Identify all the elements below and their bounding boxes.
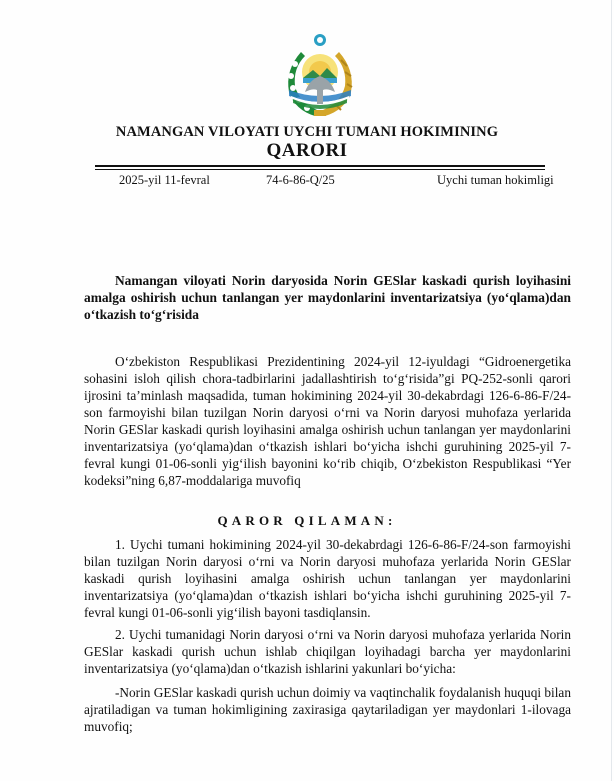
document-subject: [84, 272, 571, 323]
state-emblem-icon: [281, 30, 359, 120]
header-divider-thick: [95, 165, 545, 167]
clause-2: [84, 626, 571, 677]
clause-2-subitem: [84, 684, 571, 735]
decree-heading: QAROR QILAMAN:: [217, 513, 397, 528]
preamble: [84, 353, 571, 489]
document-date: 2025-yil 11-fevral: [119, 173, 210, 187]
document-number: 74-6-86-Q/25: [266, 173, 335, 187]
clause-text: -Norin GESlar kaskadi qurish uchun doimiy va vaqtinchalik foydalanish huquqi bilan ajratiladigan va tuman hokimligining zaxirasiga qaytariladigan yer maydonlari 1-ilovaga muvofiq;: [84, 685, 571, 734]
header-divider-thin: [95, 169, 545, 170]
issuing-authority: Uychi tuman hokimligi: [437, 173, 554, 187]
subject-text: Namangan viloyati Norin daryosida Norin GESlar kaskadi qurish loyihasini amalga oshirish uchun tanlangan yer maydonlarini inventarizatsiya (yo‘qlama)dan o‘tkazish to‘g‘risida: [84, 273, 571, 322]
page-edge: [611, 0, 612, 781]
preamble-text: O‘zbekiston Respublikasi Prezidentining 2024-yil 12-iyuldagi “Gidroenergetika sohasini isloh qilish chora-tadbirlarini jadallashtirish to‘g‘risida”gi PQ-252-sonli qarori ijrosini ta’minlash maqsadida, tuman hokimining 2024-yil 30-dekabrdagi 126-6-86-F/24-son farmoyishi bilan tuzilgan Norin daryosi o‘rni va Norin daryosi muhofaza yerlarida Norin GESlar kaskadi qurish loyihasini amalga oshirish uchun tanlangan yer maydonlarini inventarizatsiya (yo‘qlama)dan o‘tkazish ishlari bo‘yicha ishchi guruhining 2025-yil 7-fevral kungi 01-06-sonli yig‘ilish bayonini ko‘rib chiqib, O‘zbekiston Respublikasi “Yer kodeksi”ning 6,87-moddalariga muvofiq: [84, 354, 571, 488]
document-type-title: QARORI: [266, 140, 348, 161]
clause-text: 1. Uychi tumani hokimining 2024-yil 30-dekabrdagi 126-6-86-F/24-son farmoyishi bilan tuzilgan Norin daryosi o‘rni va Norin daryosi muhofaza yerlarida Norin GESlar kaskadi qurish loyihasini amalga oshirish uchun tanlangan yer maydonlarini inventarizatsiya (yo‘qlama)dan o‘tkazish ishlari bo‘yicha ishchi guruhining 2025-yil 7-fevral kungi 01-06-sonli yig‘ilish bayoni tasdiqlansin.: [84, 537, 571, 620]
clause-text: 2. Uychi tumanidagi Norin daryosi o‘rni va Norin daryosi muhofaza yerlarida Norin GESlar kaskadi qurish uchun ishlab chiqilgan loyihadagi barcha yer maydonlarini inventarizatsiya (yo‘qlama)dan o‘tkazish ishlarini yakunlari bo‘yicha:: [84, 627, 571, 676]
clause-1: [84, 536, 571, 621]
organization-title: NAMANGAN VILOYATI UYCHI TUMANI HOKIMINING: [115, 124, 499, 140]
